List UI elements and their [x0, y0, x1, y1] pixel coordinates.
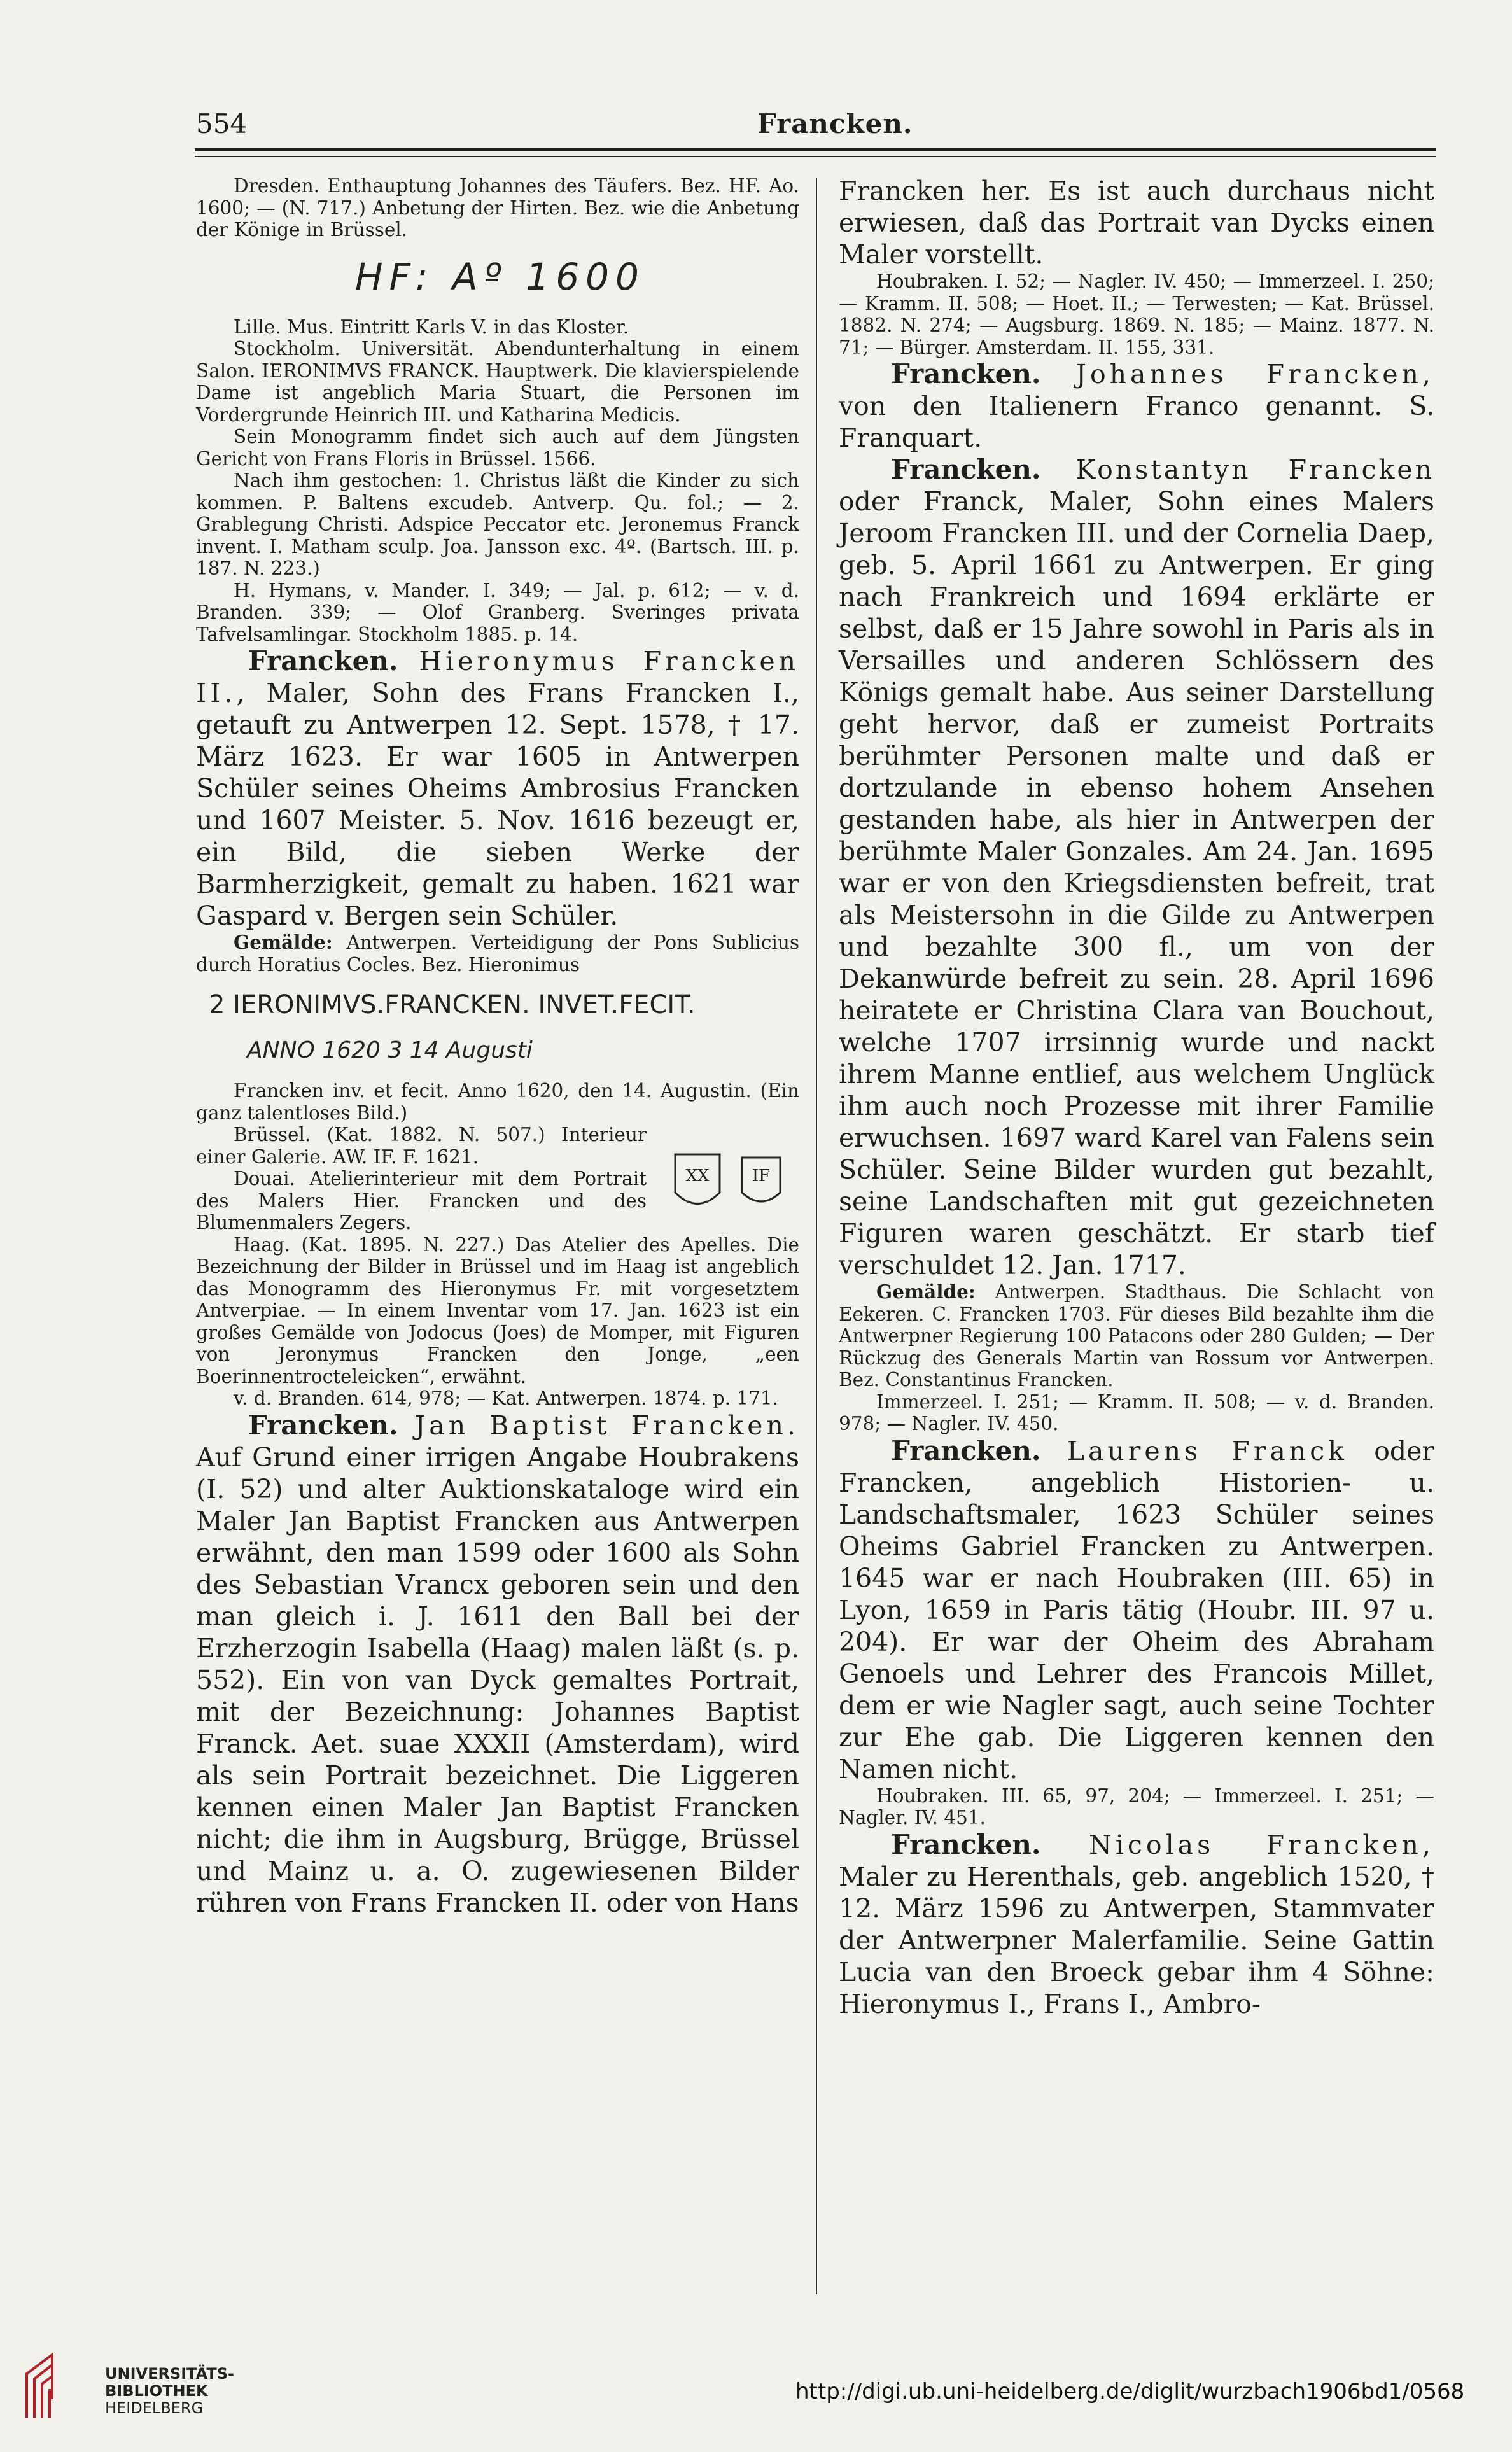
page-number: 554 — [196, 108, 248, 139]
header-rule — [195, 148, 1436, 151]
entry-name: Konstantyn Francken — [1075, 454, 1434, 485]
library-name — [105, 2365, 234, 2417]
source-url-link[interactable]: http://digi.ub.uni-heidelberg.de/diglit/wurzbach1906bd1/0568 — [795, 2379, 1465, 2404]
left-paragraph: H. Hymans, v. Mander. I. 349; — Jal. p. 612; — v. d. Branden. 339; — Olof Granberg. Sveringes privata Tafvelsamlingar. Stockholm 1885. p. 14. — [196, 579, 799, 645]
header-rule-thin — [195, 156, 1436, 157]
entry-hieronymus — [196, 645, 799, 932]
paintings-text: Antwerpen. Verteidigung der Pons Sublicius durch Horatius Cocles. Bez. Hieronimus — [196, 932, 799, 976]
entry-headword: Francken. — [248, 1409, 398, 1441]
entry-headword: Francken. — [891, 1828, 1041, 1860]
left-paragraph: Dresden. Enthauptung Johannes des Täufers. Bez. HF. Ao. 1600; — (N. 717.) Anbetung der Hirten. Bez. wie die Anbetung der Könige in Brüssel. — [196, 175, 799, 241]
signature-facsimile-date: ANNO 1620 3 14 Augusti — [247, 1037, 533, 1063]
entry-nicolas — [839, 1829, 1434, 2020]
right-references: Immerzeel. I. 251; — Kramm. II. 508; — v. d. Branden. 978; — Nagler. IV. 450. — [839, 1391, 1434, 1434]
paintings-paragraph — [196, 932, 799, 976]
entry-body: von den Italienern Franco genannt. S. Franquart. — [839, 391, 1434, 453]
library-name-line1: UNIVERSITÄTS- — [105, 2365, 235, 2383]
entry-body: oder Francken, angeblich Historien- u. Landschaftsmaler, 1623 Schüler seines Oheims Gabriel Francken zu Antwerpen. 1645 war er nach Houbraken (III. 65) in Lyon, 1659 in Paris tätig (Houbr. III. 97 u. 204). Er war der Oheim des Abraham Genoels und Lehrer des Francois Millet, dem er wie Nagler sagt, auch seine Tochter zur Ehe gab. Die Liggeren kennen den Namen nicht. — [839, 1435, 1434, 1784]
entry-body: oder Franck, Maler, Sohn eines Malers Jeroom Francken III. und der Cornelia Daep, geb. 5. April 1661 zu Antwerpen. Er ging nach Frankreich und 1694 erklärte er selbst, daß er 15 Jahre sowohl in Paris als in Versailles und anderen Schlössern des Königs gemalt habe. Aus seiner Darstellung geht hervor, daß er zumeist Portraits berühmter Personen malte und daß er dortzulande in ebenso hohem Ansehen gestanden habe, als hier in Antwerpen der berühmte Maler Gonzales. Am 24. Jan. 1695 war er von den Kriegsdiensten befreit, trat als Meistersohn in die Gilde zu Antwerpen und bezahlte 300 fl., um von der Dekanwürde befreit zu sein. 28. April 1696 heiratete er Christina Clara van Bouchout, welche 1707 irrsinnig wurde und nackt ihrem Manne entlief, aus welchem Unglück ihm auch noch Prozesse mit ihrer Familie erwuchsen. 1697 ward Karel van Falens sein Schüler. Seine Bilder wurden gut bezahlt, seine Landschaften mit gut gezeichneten Figuren waren geschätzt. Er starb tief verschuldet 12. Jan. 1717. — [839, 486, 1434, 1280]
paintings-text: Antwerpen. Stadthaus. Die Schlacht von Eekeren. C. Francken 1703. Für dieses Bild bezahlte ihm die Antwerpner Regierung 100 Patacons oder 280 Gulden; — Der Rückzug des Generals Martin van Rossum vor Antwerpen. Bez. Constantinus Francken. — [839, 1281, 1434, 1391]
left-paragraph: Nach ihm gestochen: 1. Christus läßt die Kinder zu sich kommen. P. Baltens excudeb. Antverp. Qu. fol.; — 2. Grablegung Christi. Adspice Peccator etc. Jeronemus Franck invent. I. Matham sculp. Joa. Jansson exc. 4º. (Bartsch. III. p. 187. N. 223.) — [196, 470, 799, 579]
paintings-paragraph — [839, 1281, 1434, 1391]
monogram-b: IF — [752, 1166, 771, 1186]
left-paragraph: Douai. Atelierinterieur mit dem Portrait des Malers Hier. Francken und des Blumenmalers Zegers. — [196, 1168, 647, 1233]
library-name-line2: BIBLIOTHEK — [105, 2382, 208, 2400]
running-head: Francken. — [757, 108, 913, 139]
left-paragraph: v. d. Branden. 614, 978; — Kat. Antwerpen. 1874. p. 171. — [234, 1387, 779, 1409]
right-references: Houbraken. I. 52; — Nagler. IV. 450; — Immerzeel. I. 250; — Kramm. II. 508; — Hoet. II.; — Terwesten; — Kat. Brüssel. 1882. N. 274; — Augsburg. 1869. N. 185; — Mainz. 1877. N. 71; — Bürger. Amsterdam. II. 155, 331. — [839, 270, 1434, 358]
entry-name: Jan Baptist Francken. — [414, 1410, 799, 1441]
paintings-label: Gemälde: — [234, 931, 333, 953]
left-paragraph: Francken inv. et fecit. Anno 1620, den 14. Augustin. (Ein ganz talentloses Bild.) — [196, 1080, 799, 1124]
paintings-label: Gemälde: — [876, 1280, 976, 1303]
right-column — [839, 175, 1434, 2020]
entry-name: Johannes Francken, — [1075, 359, 1434, 389]
entry-jan-baptist — [196, 1410, 799, 1919]
entry-headword: Francken. — [248, 645, 398, 676]
library-name-line3: HEIDELBERG — [105, 2399, 204, 2417]
monogram-a: XX — [685, 1166, 710, 1186]
left-column — [196, 175, 799, 1919]
entry-name: Nicolas Francken, — [1088, 1829, 1434, 1860]
right-paragraph: Francken her. Es ist auch durchaus nicht erwiesen, daß das Portrait van Dycks einen Maler vorstellt. — [839, 176, 1434, 270]
left-paragraph: Sein Monogramm findet sich auch auf dem Jüngsten Gericht von Frans Floris in Brüssel. 1566. — [196, 426, 799, 470]
entry-konstantyn — [839, 454, 1434, 1281]
right-references: Houbraken. III. 65, 97, 204; — Immerzeel. I. 251; — Nagler. IV. 451. — [839, 1784, 1434, 1828]
entry-body: Auf Grund einer irrigen Angabe Houbrakens (I. 52) und alter Auktionskataloge wird ein Maler Jan Baptist Francken aus Antwerpen erwähnt, den man 1599 oder 1600 als Sohn des Sebastian Vrancx geboren sein und den man gleich i. J. 1611 den Ball bei der Erzherzogin Isabella (Haag) malen läßt (s. p. 552). Ein von van Dyck gemaltes Portrait, mit der Bezeichnung: Johannes Baptist Franck. Aet. suae XXXII (Amsterdam), wird als sein Portrait bezeichnet. Die Liggeren kennen einen Maler Jan Baptist Francken nicht; die ihm in Augsburg, Brügge, Brüssel und Mainz u. a. O. zugewiesenen Bilder rühren von Frans Francken II. oder von Hans — [196, 1441, 799, 1918]
entry-headword: Francken. — [891, 1434, 1041, 1466]
column-divider — [816, 178, 817, 2294]
signature-facsimile: 2 IERONIMVS.FRANCKEN. INVET.FECIT. — [209, 990, 696, 1019]
entry-name: Laurens Franck — [1067, 1435, 1348, 1466]
left-paragraph: Brüssel. (Kat. 1882. N. 507.) Interieur einer Galerie. AW. IF. F. 1621. — [196, 1124, 647, 1168]
left-paragraph: Stockholm. Universität. Abendunterhaltung in einem Salon. IERONIMVS FRANCK. Hauptwerk. Die klavierspielende Dame ist angeblich Maria Stuart, die Personen im Vordergrunde Heinrich III. und Katharina Medicis. — [196, 338, 799, 426]
monogram-marks-image — [666, 1142, 793, 1218]
left-paragraph: Haag. (Kat. 1895. N. 227.) Das Atelier des Apelles. Die Bezeichnung der Bilder in Brüssel und im Haag ist angeblich das Monogramm des Hieronymus Fr. mit vorgesetztem Antverpiae. — In einem Inventar vom 17. Jan. 1623 ist ein großes Gemälde von Jodocus (Joes) de Momper, mit Figuren von Jeronymus Francken den Jonge, „een Boerinnentrocteleicken“, erwähnt. — [196, 1233, 799, 1387]
entry-body: , Maler, Sohn des Frans Francken I., getauft zu Antwerpen 12. Sept. 1578, † 17. März 1623. Er war 1605 in Antwerpen Schüler seines Oheims Ambrosius Francken und 1607 Meister. 5. Nov. 1616 bezeugt er, ein Bild, die sieben Werke der Barmherzigkeit, gemalt zu haben. 1621 war Gaspard v. Bergen sein Schüler. — [196, 678, 799, 931]
entry-body: Maler zu Herenthals, geb. angeblich 1520, † 12. März 1596 zu Antwerpen, Stammvater der Antwerpner Malerfamilie. Seine Gattin Lucia van den Broeck gebar ihm 4 Söhne: Hieronymus I., Frans I., Ambro- — [839, 1861, 1434, 2019]
entry-headword: Francken. — [891, 454, 1041, 485]
entry-johannes — [839, 358, 1434, 454]
entry-name: Hieronymus Francken II. — [196, 646, 799, 708]
monogram-facsimile: HF: Aº 1600 — [355, 255, 645, 298]
left-paragraph: Lille. Mus. Eintritt Karls V. in das Kloster. — [234, 316, 629, 338]
entry-headword: Francken. — [891, 358, 1041, 389]
monogram-block — [196, 1124, 799, 1234]
entry-laurens — [839, 1435, 1434, 1785]
library-logo-icon — [14, 2348, 97, 2431]
